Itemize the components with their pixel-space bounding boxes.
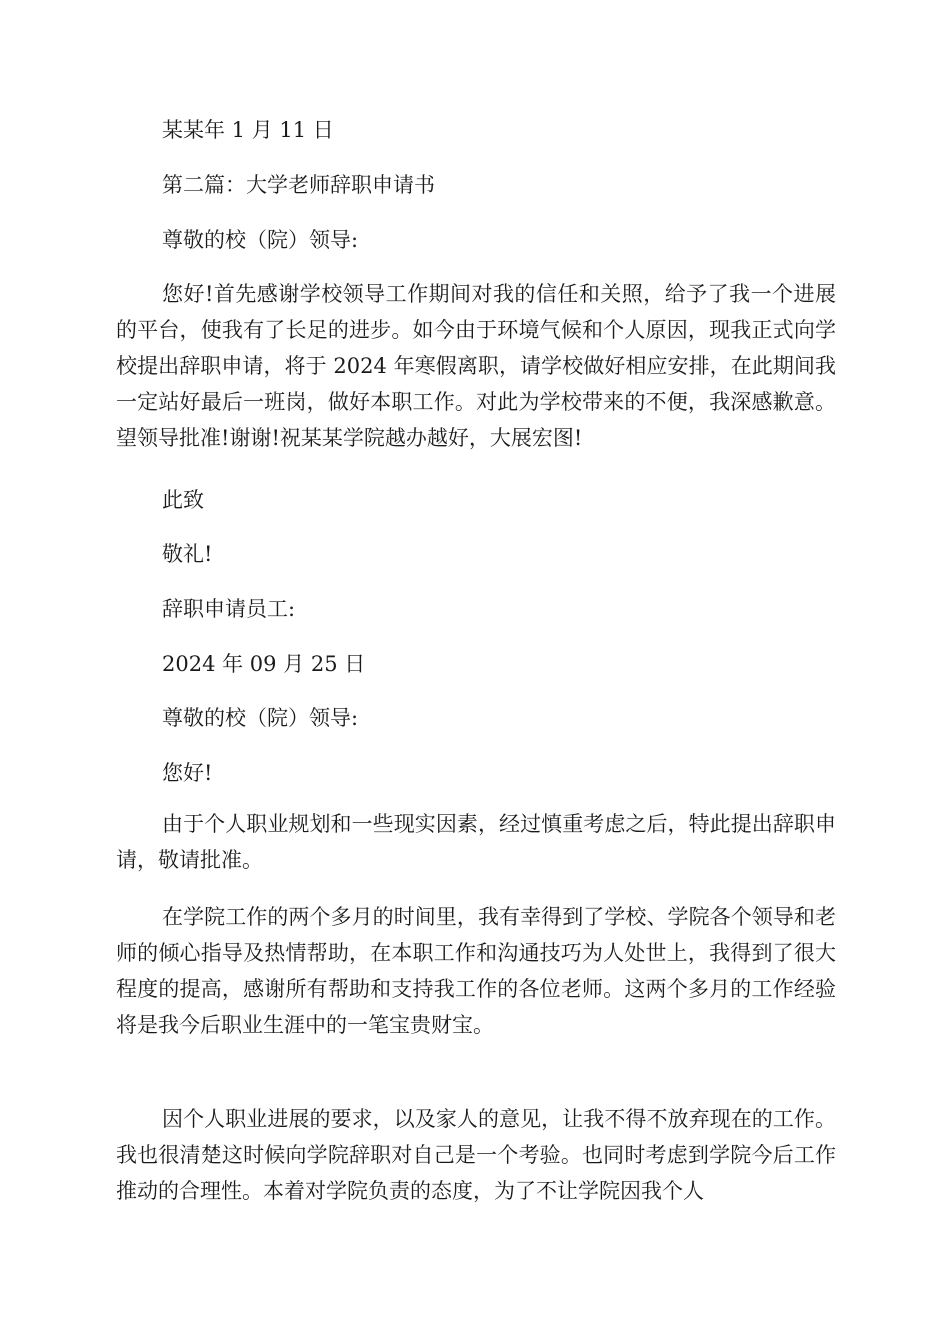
body-paragraph-1: 您好!首先感谢学校领导工作期间对我的信任和关照，给予了我一个进展的平台，使我有了长足的进步。如今由于环境气候和个人原因，现我正式向学校提出辞职申请，将于 2024 年寒假离职，请学校做好相应安排，在此期间我一定站好最后一班岗，做好本职工作。对此为学校带来的不便，我深感歉意。望领导批准!谢谢!祝某某学院越办越好，大展宏图! (116, 282, 836, 450)
body-paragraph-3: 在学院工作的两个多月的时间里，我有幸得到了学校、学院各个领导和老师的倾心指导及热情帮助，在本职工作和沟通技巧为人处世上，我得到了很大程度的提高，感谢所有帮助和支持我工作的各位老师。这两个多月的工作经验将是我今后职业生涯中的一笔宝贵财宝。 (116, 905, 836, 1037)
closing-line-1: 此致 (162, 488, 204, 512)
signature-line: 辞职申请员工: (162, 597, 296, 621)
body-paragraph-4: 因个人职业进展的要求，以及家人的意见，让我不得不放弃现在的工作。我也很清楚这时候向学院辞职对自己是一个考验。也同时考虑到学院今后工作推动的合理性。本着对学院负责的态度，为了不让学院因我个人 (116, 1107, 836, 1203)
body-paragraph-2: 由于个人职业规划和一些现实因素，经过慎重考虑之后，特此提出辞职申请，敬请批准。 (116, 812, 836, 872)
section-heading: 第二篇：大学老师辞职申请书 (162, 173, 435, 197)
salutation-1: 尊敬的校（院）领导: (162, 228, 359, 252)
date-line-1: 某某年 1 月 11 日 (162, 118, 334, 142)
salutation-2: 尊敬的校（院）领导: (162, 706, 359, 730)
closing-line-2: 敬礼! (162, 542, 213, 566)
date-line-2: 2024 年 09 月 25 日 (162, 652, 366, 676)
greeting-line: 您好! (162, 761, 213, 785)
